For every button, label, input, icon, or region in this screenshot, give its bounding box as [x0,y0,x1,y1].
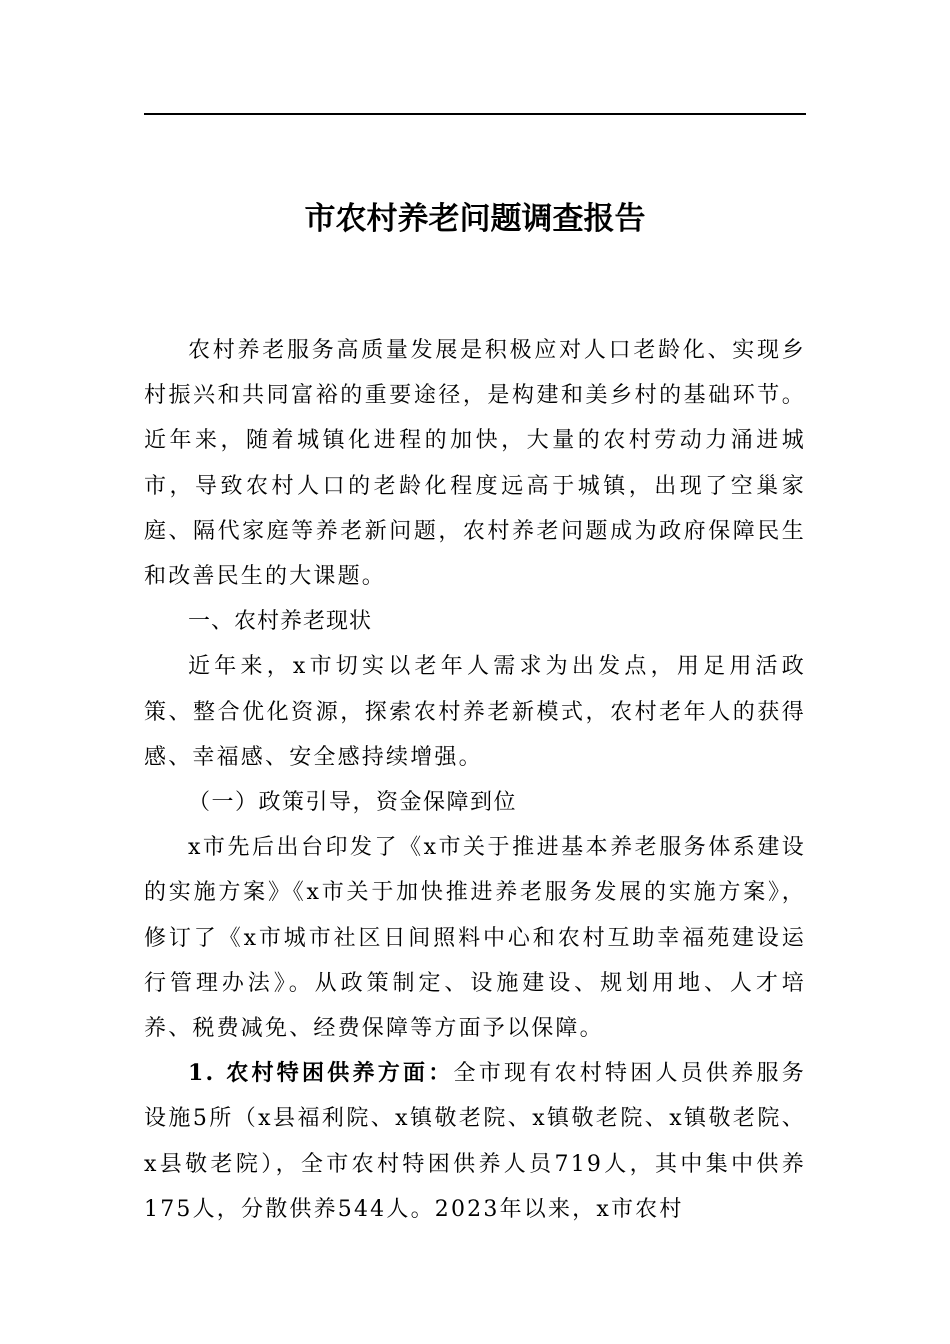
item-paragraph [144,1051,806,1232]
header-rule [144,113,806,115]
intro-paragraph: 农村养老服务高质量发展是积极应对人口老龄化、实现乡村振兴和共同富裕的重要途径，是构建和美乡村的基础环节。近年来，随着城镇化进程的加快，大量的农村劳动力涌进城市，导致农村人口的老龄化程度远高于城镇，出现了空巢家庭、隔代家庭等养老新问题，农村养老问题成为政府保障民生和改善民生的大课题。 [144,338,806,590]
item-lead: 1. 农村特困供养方面： [188,1060,454,1087]
section-paragraph: 近年来，x市切实以老年人需求为出发点，用足用活政策、整合优化资源，探索农村养老新模式，农村老年人的获得感、幸福感、安全感持续增强。 [144,654,806,770]
document-title: 市农村养老问题调查报告 [304,201,646,237]
item-text: 全市现有农村特困人员供养服务设施5所（x县福利院、x镇敬老院、x镇敬老院、x镇敬老院、x县敬老院），全市农村特困供养人员719人，其中集中供养175人，分散供养544人。2023年以来，x市农村 [144,1061,806,1222]
subsection-paragraph: x市先后出台印发了《x市关于推进基本养老服务体系建设的实施方案》《x市关于加快推进养老服务发展的实施方案》，修订了《x市城市社区日间照料中心和农村互助幸福苑建设运行管理办法》。从政策制定、设施建设、规划用地、人才培养、税费减免、经费保障等方面予以保障。 [144,835,806,1042]
subsection-heading: （一）政策引导，资金保障到位 [188,790,518,816]
section-heading: 一、农村养老现状 [188,609,373,635]
document-body [144,328,806,1232]
